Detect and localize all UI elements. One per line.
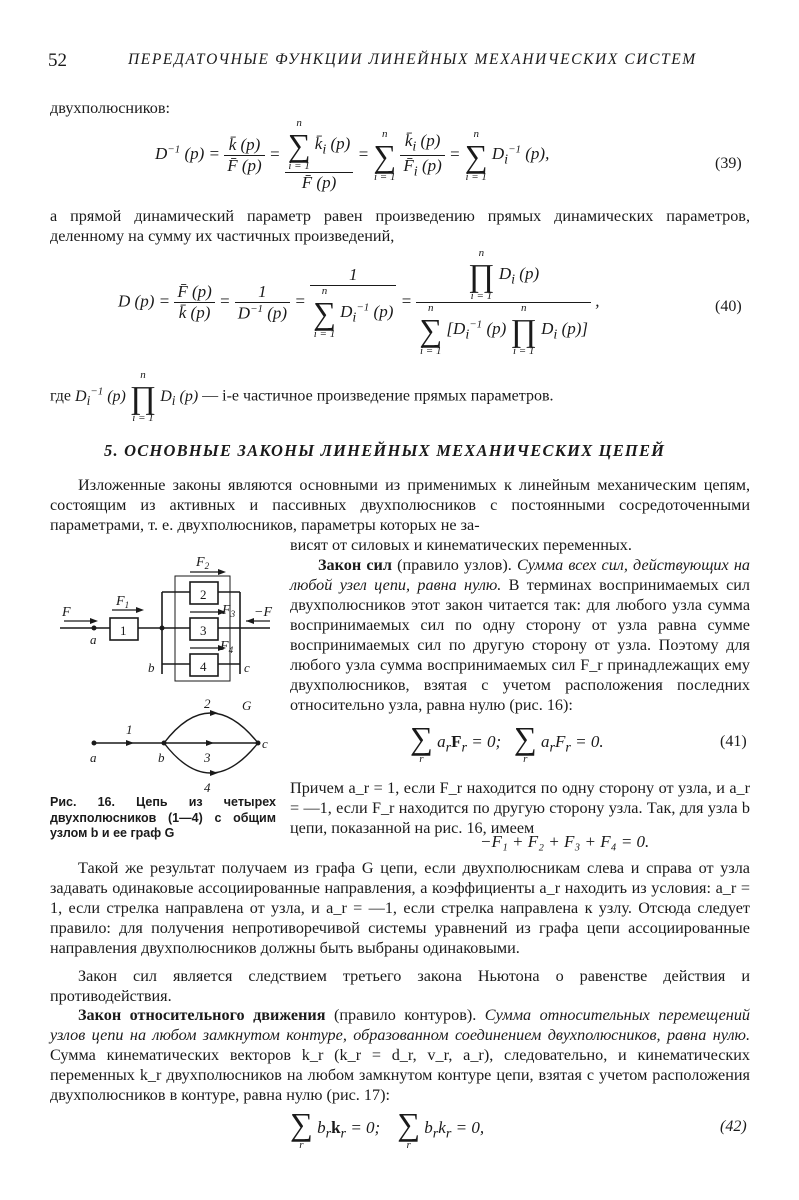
svg-text:2: 2: [200, 587, 207, 602]
graph-G: [94, 713, 258, 773]
law2-statement: Сумма относительных перемещений узлов цепи на любом замкнутом контуре, образованном соединением двухполюсников, равна нулю.: [50, 1006, 751, 1044]
paragraph-laws-intro-cont: висят от силовых и кинематических переменных.: [290, 536, 632, 554]
equation-40: D (p) = $\frac{F̄ (p)}{k̄ (p)}$ = $\frac{1}{D^{-1} (p)}$ = 1 n ∑ i = 1 $D_i^{-1}$ (p) = n ∏ i = 1 $D_i$ (p) n ∑ i = 1 [$D_i^{-1}$ (p) n ∏ i = 1 $D_i$ (p)] ,: [118, 247, 600, 357]
law2-title: Закон относительного движения: [78, 1006, 326, 1024]
svg-text:1: 1: [120, 623, 127, 638]
svg-text:F3: $F_3$: [222, 603, 236, 619]
law1-statement: Сумма всех сил, действующих на любой узел цепи, равна нулю.: [290, 556, 750, 594]
equation-number-39: (39): [715, 155, 742, 172]
law-of-forces: [290, 555, 750, 715]
paragraph-graph: Такой же результат получаем из графа G цепи, если двухполюсникам слева и справа от узла задавать одинаковые ассоциированные направления, а коэффициенты a_r находить из условия: a_r = 1, если стрелка направлена от узла, и a_r = —1, если стрелка направлена к узлу. Отсюда следует правило: для получения непротиворечивой системы уравнений из графа цепи ассоциированные направления двухполюсников должны быть выбраны одинаковыми.: [50, 859, 750, 957]
equation-41: ∑ r $a_rF_r = 0$; ∑ r $a_rF_r = 0$.: [410, 720, 604, 765]
equation-number-41: (41): [720, 733, 747, 750]
node-b: [160, 626, 165, 631]
svg-text:a: a: [90, 632, 97, 647]
svg-text:3: 3: [200, 623, 207, 638]
svg-text:G: G: [242, 698, 252, 713]
svg-text:4: 4: [200, 659, 207, 674]
law1-rule: (правило узлов).: [397, 556, 512, 574]
law-of-relative-motion: [50, 1005, 750, 1105]
law1-title: Закон сил: [318, 556, 392, 574]
page-number: 52: [48, 50, 67, 71]
svg-text:b: b: [148, 660, 155, 675]
svg-text:−F: −F: [254, 605, 272, 620]
svg-text:F2: $F_2$: [196, 555, 210, 571]
law2-rule: (правило контуров).: [333, 1006, 477, 1024]
law2-text: Сумма кинематических векторов k_r (k_r = d_r, v_r, a_r), следовательно, и кинематических переменных k_r двухполюсников на любом замкнутом контуре цепи, взятая с учетом расположения двухполюсников в контуре, равна нулю (рис. 17):: [50, 1046, 750, 1104]
running-title: ПЕРЕДАТОЧНЫЕ ФУНКЦИИ ЛИНЕЙНЫХ МЕХАНИЧЕСКИХ СИСТЕМ: [128, 51, 697, 68]
equation-number-42: (42): [720, 1118, 747, 1135]
svg-text:F4: $F_4$: [220, 639, 234, 655]
figure-16: [50, 548, 280, 800]
equation-42: ∑ r $b_rk_r = 0$; ∑ r $b_rk_r = 0$,: [290, 1106, 485, 1151]
svg-text:c: c: [244, 660, 250, 675]
svg-text:3: 3: [204, 750, 211, 765]
paragraph-newton: Закон сил является следствием третьего закона Ньютона о равенстве действия и противодействия.: [50, 967, 750, 1005]
svg-text:b: b: [158, 750, 165, 765]
figure-caption: Рис. 16. Цепь из четырех двухполюсников (1—4) с общим узлом b и ее граф G: [50, 795, 276, 840]
equation-39: $D^{-1}$ (p) = $\frac{k̄ (p)}{F̄ (p)}$ = n ∑ i = 1 $k̄_i$ (p) F̄ (p) = n ∑ i = 1 $\frac{k̄_i (p)}{F̄_i (p)}$ = n ∑ i = 1 $D_i^{-1}$ (p),: [155, 117, 550, 192]
svg-text:1: 1: [126, 722, 133, 737]
svg-text:F1: $F_1$: [116, 594, 130, 610]
section-title: 5. ОСНОВНЫЕ ЗАКОНЫ ЛИНЕЙНЫХ МЕХАНИЧЕСКИХ ЦЕПЕЙ: [104, 441, 666, 460]
paragraph-since: Причем a_r = 1, если F_r находится по одну сторону от узла, и a_r = —1, если F_r находится по другую сторону узла. Так, для узла b цепи, показанной на рис. 16, имеем: [290, 779, 750, 837]
node-a: [92, 626, 97, 631]
equation-node-b: −F₁ + F₂ + F₃ + F₄ = 0.: [480, 832, 650, 851]
partial-product-tail: — i-е частичное произведение прямых параметров.: [202, 387, 554, 405]
paragraph-laws-intro: Изложенные законы являются основными из применимых к линейным механическим цепям, состоящим из активных и пассивных двухполюсников с постоянными сосредоточенными параметрами, т. е. двухполюсников, параметры которых не за-: [50, 476, 750, 534]
svg-text:4: 4: [204, 780, 211, 795]
law1-text: В терминах воспринимаемых сил двухполюсников этот закон читается так: для любого узла сумма воспринимаемых сил по одну сторону от узла равна сумме воспринимаемых сил по другую сторону от узла. Поэтому для любого узла сумма воспринимаемых сил F_r принадлежащих ему двухполюсников, взятая с учетом расположения последних относительно узла, равна нулю (рис. 16):: [290, 576, 750, 714]
svg-text:c: c: [262, 736, 268, 751]
equation-number-40: (40): [715, 298, 742, 315]
svg-text:a: a: [90, 750, 97, 765]
svg-text:2: 2: [204, 696, 211, 711]
paragraph-after-39: а прямой динамический параметр равен произведению прямых динамических параметров, деленному на сумму их частичных произведений,: [50, 207, 750, 245]
paragraph-intro: двухполюсников:: [50, 99, 171, 117]
partial-product-lead: где: [50, 387, 72, 405]
svg-text:F: F: [62, 605, 71, 620]
partial-product-line: где $D_i^{-1}$ (p) n ∏ i = 1 $D_i$ (p) — i-е частичное произведение прямых параметров.: [50, 369, 554, 424]
